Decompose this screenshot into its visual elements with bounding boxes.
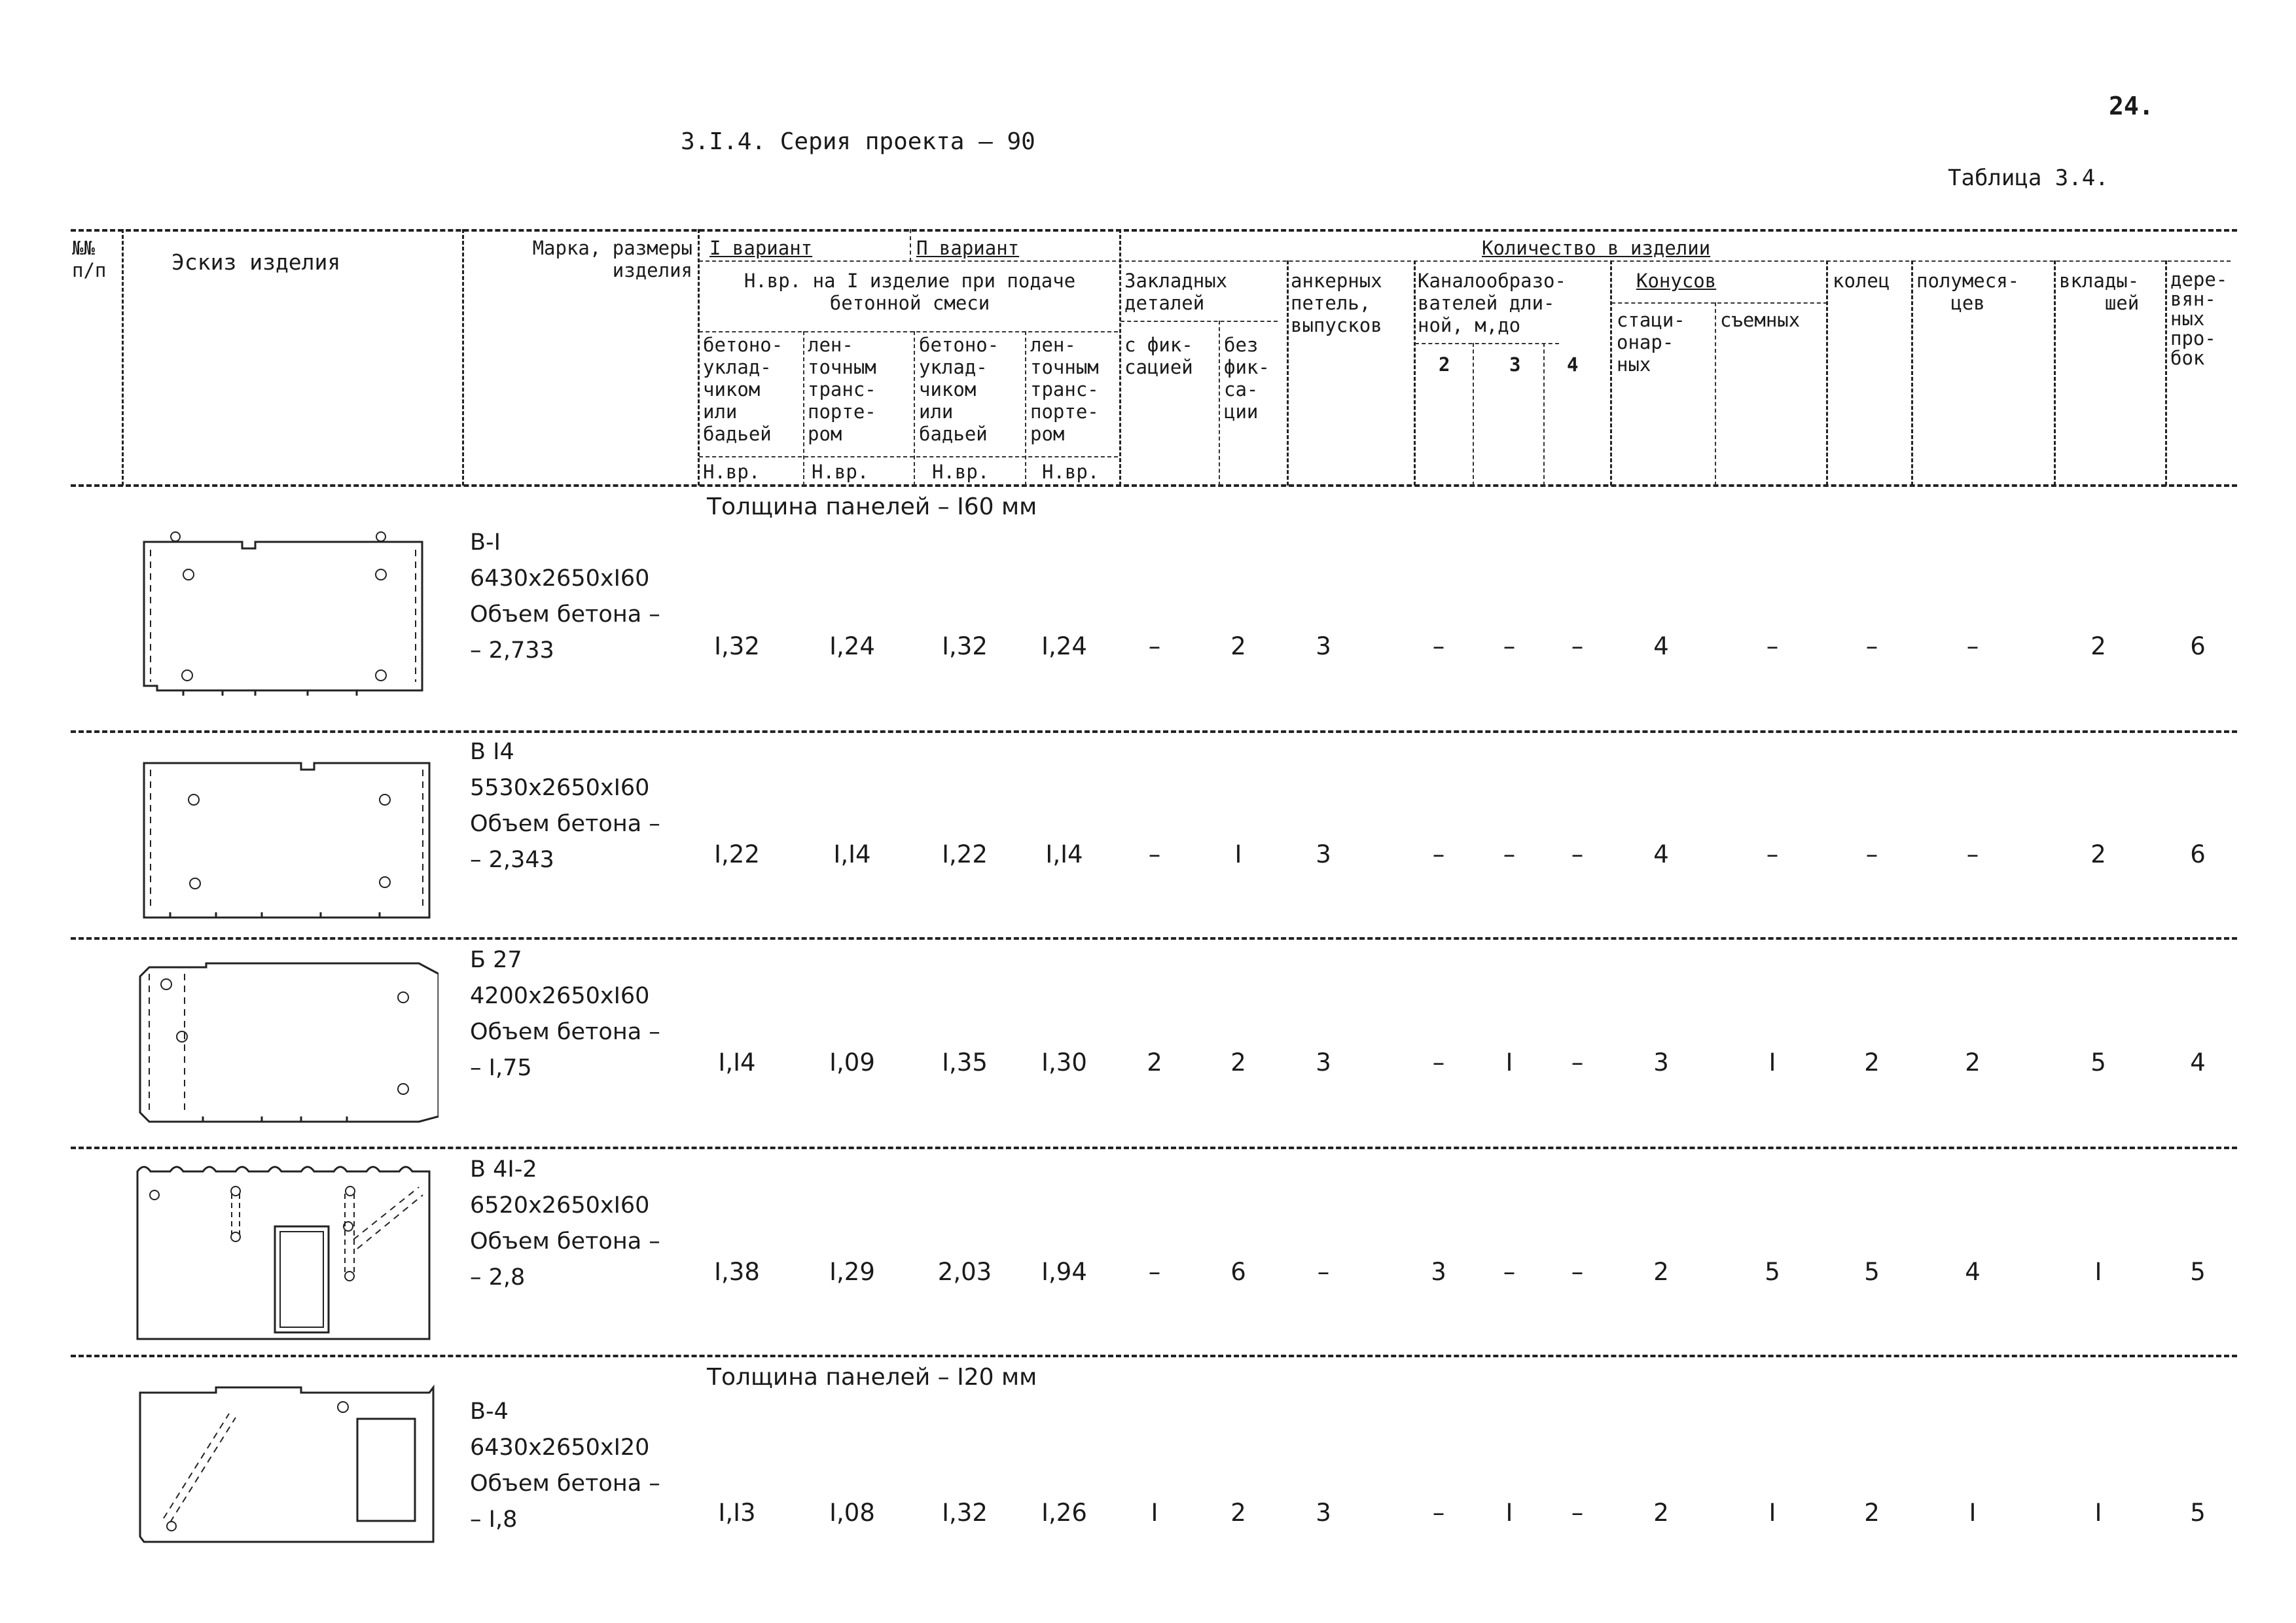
value-cell: 4 — [1965, 1258, 1981, 1286]
col-rule — [1219, 321, 1220, 486]
col-rule — [1025, 331, 1026, 486]
value-cell: I,I4 — [833, 840, 871, 868]
header-variant-1: I вариант — [709, 237, 813, 259]
header-quantity: Количество в изделии — [1482, 237, 1711, 259]
value-cell: I,32 — [942, 1499, 988, 1527]
header-stationary: стаци- онар- ных — [1617, 309, 1685, 376]
header-unit-3: Н.вр. — [932, 461, 990, 483]
header-sub-rule — [699, 331, 1118, 332]
value-cell: I — [1505, 1499, 1513, 1527]
mark-size: 5530x2650xI60 — [470, 775, 650, 801]
mark-volume: – 2,8 — [470, 1264, 526, 1291]
row-rule — [71, 1355, 2237, 1357]
value-cell: 2 — [1230, 1048, 1246, 1077]
value-cell: 2 — [1147, 1048, 1162, 1077]
mark-volume-label: Объем бетона – — [470, 1471, 660, 1497]
row-mark — [470, 1394, 660, 1538]
header-sub-rule — [1121, 321, 1278, 322]
col-rule — [1911, 260, 1913, 486]
value-cell: – — [1966, 632, 1979, 660]
row-mark — [470, 942, 660, 1086]
header-unit-1: Н.вр. — [703, 461, 761, 483]
header-belt-conveyor-1: лен- точным транс- порте- ром — [808, 334, 876, 445]
mark-volume-label: Объем бетона – — [470, 811, 660, 837]
value-cell: I,32 — [714, 632, 760, 660]
header-concrete-placer-2: бетоно- уклад- чиком или бадьей — [919, 334, 999, 445]
col-rule — [2054, 260, 2056, 486]
header-channel-2: 2 — [1439, 353, 1450, 376]
value-cell: I,I3 — [718, 1499, 756, 1527]
value-cell: I,32 — [942, 632, 988, 660]
col-rule — [2165, 260, 2167, 486]
value-cell: 2 — [1230, 632, 1246, 660]
value-cell: I,26 — [1041, 1499, 1087, 1527]
value-cell: 4 — [2190, 1048, 2206, 1077]
header-wooden-plugs: дере- вян- ных про- бок — [2170, 268, 2228, 369]
col-rule — [462, 229, 464, 486]
value-cell: I,08 — [829, 1499, 875, 1527]
header-rings: колец — [1833, 270, 1890, 292]
header-half-moons: полумеся- цев — [1916, 270, 2020, 314]
header-unit-4: Н.вр. — [1042, 461, 1100, 483]
value-cell: I,24 — [1041, 632, 1087, 660]
value-cell: I — [2094, 1258, 2102, 1286]
value-cell: I,I4 — [1045, 840, 1083, 868]
col-rule — [803, 331, 804, 486]
col-rule — [1715, 302, 1716, 486]
value-cell: – — [1432, 632, 1445, 660]
header-channel: Каналообразо- вателей дли- ной, м,до — [1418, 270, 1566, 336]
mark-volume: – I,75 — [470, 1055, 532, 1081]
value-cell: I,35 — [942, 1048, 988, 1077]
mark-code: В-I — [470, 529, 501, 556]
section-thickness-160: Толщина панелей – I60 мм — [707, 493, 1037, 520]
mark-volume-label: Объем бетона – — [470, 1019, 660, 1045]
value-cell: 3 — [1431, 1258, 1446, 1286]
value-cell: I — [2094, 1499, 2102, 1527]
row-rule — [71, 1147, 2237, 1149]
value-cell: – — [1503, 1258, 1516, 1286]
value-cell: – — [1432, 1048, 1445, 1077]
col-rule — [1473, 343, 1474, 486]
value-cell: – — [1966, 840, 1979, 868]
value-cell: 6 — [2190, 632, 2206, 660]
col-rule — [1414, 260, 1416, 486]
value-cell: I — [1234, 840, 1242, 868]
header-sub-rule — [699, 260, 2231, 262]
panel-sketch-v1 — [131, 530, 439, 707]
header-channel-3: 3 — [1509, 353, 1521, 376]
value-cell: – — [1148, 632, 1161, 660]
value-cell: 5 — [2190, 1258, 2206, 1286]
value-cell: – — [1571, 1048, 1584, 1077]
row-mark — [470, 734, 660, 878]
col-rule — [698, 229, 700, 486]
value-cell: 6 — [1230, 1258, 1246, 1286]
mark-size: 6520x2650xI60 — [470, 1192, 650, 1219]
header-with-fix: с фик- сацией — [1124, 334, 1193, 378]
value-cell: 2 — [1230, 1499, 1246, 1527]
table-label: Таблица 3.4. — [1948, 165, 2109, 191]
value-cell: I,29 — [829, 1258, 875, 1286]
row-rule — [71, 730, 2237, 733]
col-rule — [1610, 260, 1612, 486]
col-rule — [914, 331, 915, 486]
header-channel-4: 4 — [1567, 353, 1579, 376]
header-unit-2: Н.вр. — [812, 461, 869, 483]
value-cell: 3 — [1316, 840, 1331, 868]
header-variant-2: П вариант — [916, 237, 1020, 259]
mark-volume-label: Объем бетона – — [470, 601, 660, 628]
value-cell: I,94 — [1041, 1258, 1087, 1286]
value-cell: – — [1865, 840, 1878, 868]
header-cones: Конусов — [1636, 270, 1717, 292]
mark-size: 4200x2650xI60 — [470, 983, 650, 1009]
value-cell: 2,03 — [937, 1258, 992, 1286]
mark-code: Б 27 — [470, 947, 522, 973]
value-cell: 6 — [2190, 840, 2206, 868]
value-cell: 2 — [1864, 1048, 1880, 1077]
value-cell: I — [1969, 1499, 1977, 1527]
header-top-rule — [71, 229, 2237, 232]
page-number: 24. — [2109, 92, 2154, 120]
value-cell: 3 — [1316, 1048, 1331, 1077]
header-sub-rule — [1611, 302, 1827, 304]
panel-sketch-v41-2 — [131, 1154, 439, 1344]
value-cell: I — [1151, 1499, 1158, 1527]
panel-sketch-v4 — [131, 1374, 439, 1551]
mark-volume-label: Объем бетона – — [470, 1228, 660, 1255]
header-num: №№ п/п — [72, 237, 107, 281]
value-cell: – — [1571, 840, 1584, 868]
panel-sketch-v14 — [131, 747, 439, 924]
value-cell: I — [1768, 1499, 1776, 1527]
value-cell: – — [1148, 1258, 1161, 1286]
value-cell: I,30 — [1041, 1048, 1087, 1077]
col-rule — [122, 229, 124, 486]
col-rule — [1826, 260, 1828, 486]
value-cell: 4 — [1653, 840, 1669, 868]
value-cell: 5 — [1765, 1258, 1780, 1286]
row-rule — [71, 937, 2237, 940]
value-cell: I,09 — [829, 1048, 875, 1077]
mark-volume: – 2,733 — [470, 637, 554, 664]
header-concrete-placer-1: бетоно- уклад- чиком или бадьей — [703, 334, 783, 445]
value-cell: – — [1317, 1258, 1330, 1286]
value-cell: – — [1503, 840, 1516, 868]
value-cell: 2 — [1653, 1499, 1669, 1527]
header-sub-rule — [1415, 343, 1559, 344]
value-cell: I,22 — [942, 840, 988, 868]
value-cell: 5 — [1864, 1258, 1880, 1286]
header-embedded: Закладных деталей — [1124, 270, 1228, 314]
value-cell: 3 — [1316, 1499, 1331, 1527]
value-cell: 2 — [1653, 1258, 1669, 1286]
section-thickness-120: Толщина панелей – I20 мм — [707, 1364, 1037, 1391]
value-cell: – — [1148, 840, 1161, 868]
value-cell: 5 — [2090, 1048, 2106, 1077]
value-cell: 3 — [1316, 632, 1331, 660]
value-cell: – — [1432, 840, 1445, 868]
value-cell: I,22 — [714, 840, 760, 868]
header-sketch: Эскиз изделия — [171, 249, 341, 275]
header-without-fix: без фик- са- ции — [1224, 334, 1270, 423]
header-anchor: анкерных петель, выпусков — [1291, 270, 1382, 336]
header-removable: съемных — [1720, 309, 1801, 331]
value-cell: I — [1768, 1048, 1776, 1077]
value-cell: I,I4 — [718, 1048, 756, 1077]
mark-size: 6430x2650xI20 — [470, 1435, 650, 1461]
value-cell: – — [1571, 1499, 1584, 1527]
header-mark: Марка, размеры изделия — [532, 237, 692, 281]
header-belt-conveyor-2: лен- точным транс- порте- ром — [1030, 334, 1099, 445]
value-cell: 3 — [1653, 1048, 1669, 1077]
row-mark — [470, 525, 660, 669]
value-cell: I — [1505, 1048, 1513, 1077]
value-cell: – — [1571, 1258, 1584, 1286]
value-cell: – — [1432, 1499, 1445, 1527]
mark-size: 6430x2650xI60 — [470, 565, 650, 592]
value-cell: 4 — [1653, 632, 1669, 660]
panel-sketch-b27 — [131, 958, 439, 1135]
value-cell: – — [1571, 632, 1584, 660]
value-cell: 2 — [1864, 1499, 1880, 1527]
col-rule — [1287, 260, 1289, 486]
mark-code: В 4I-2 — [470, 1156, 537, 1183]
mark-code: В-4 — [470, 1399, 509, 1425]
value-cell: – — [1766, 632, 1779, 660]
header-inserts: вклады- шей — [2059, 270, 2140, 314]
col-rule — [1119, 229, 1121, 486]
value-cell: – — [1865, 632, 1878, 660]
mark-code: В I4 — [470, 739, 514, 765]
header-norm-time: Н.вр. на I изделие при подаче бетонной смеси — [744, 270, 1076, 314]
row-mark — [470, 1152, 660, 1296]
value-cell: I,38 — [714, 1258, 760, 1286]
value-cell: 2 — [1965, 1048, 1981, 1077]
value-cell: – — [1766, 840, 1779, 868]
value-cell: 5 — [2190, 1499, 2206, 1527]
mark-volume: – 2,343 — [470, 847, 554, 873]
col-rule — [1543, 343, 1545, 486]
col-rule — [910, 229, 911, 262]
value-cell: – — [1503, 632, 1516, 660]
page-heading: 3.I.4. Серия проекта – 90 — [681, 128, 1035, 155]
mark-volume: – I,8 — [470, 1507, 518, 1533]
value-cell: I,24 — [829, 632, 875, 660]
value-cell: 2 — [2090, 632, 2106, 660]
value-cell: 2 — [2090, 840, 2106, 868]
header-sub-rule — [699, 456, 1118, 457]
